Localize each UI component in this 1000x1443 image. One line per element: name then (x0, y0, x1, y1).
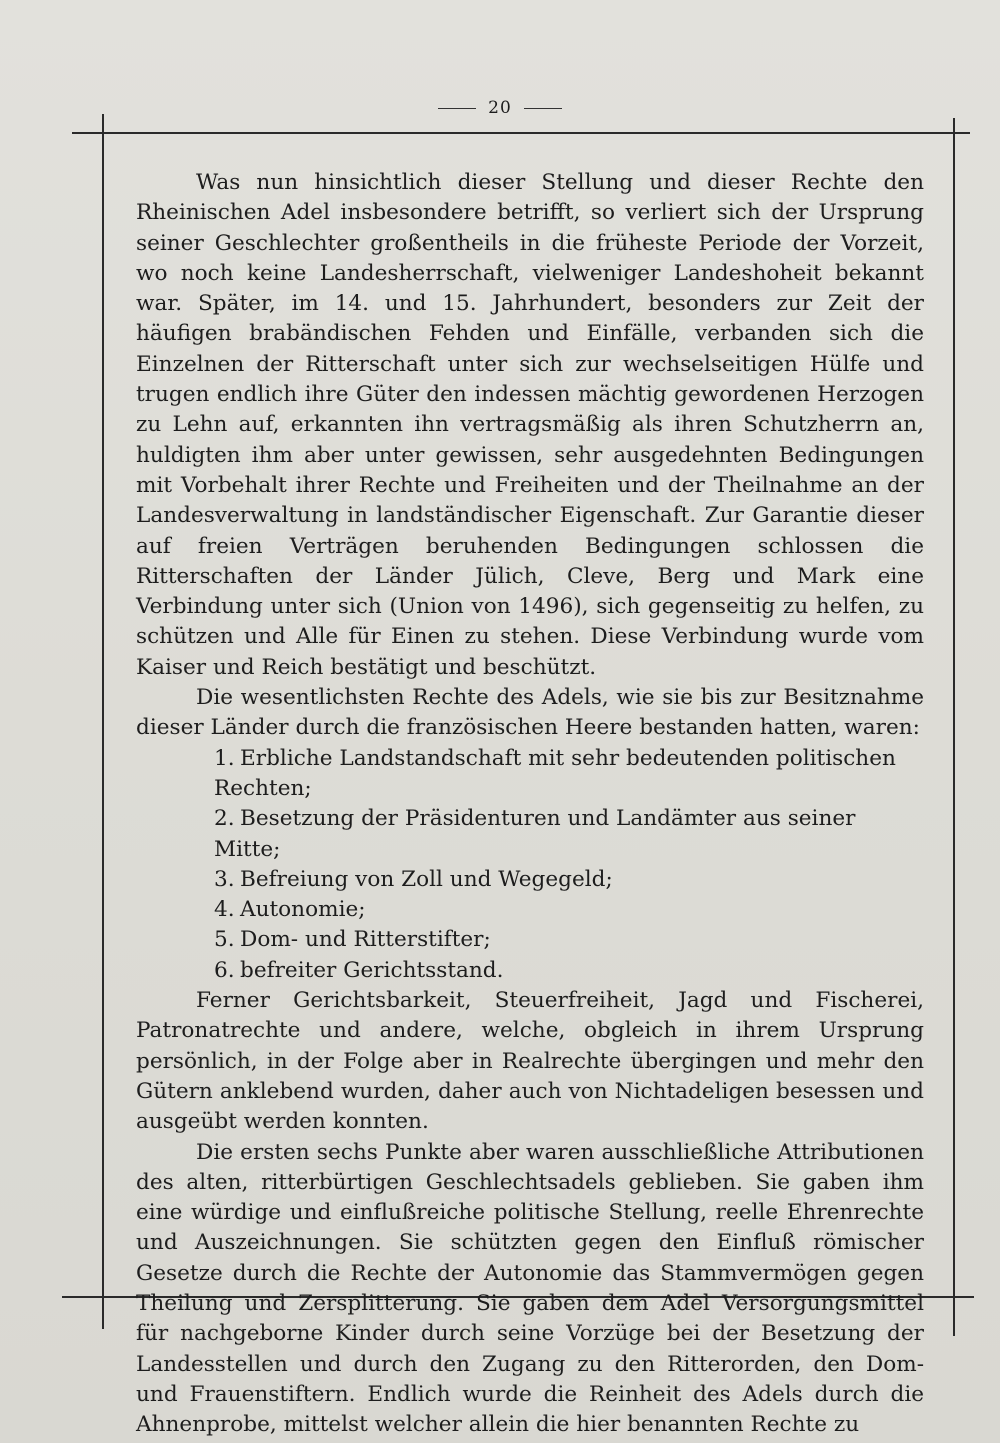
list-item (136, 925, 924, 955)
frame-rule-left (102, 114, 104, 1329)
paragraph: Ferner Gerichtsbarkeit, Steuerfreiheit, Jagd und Fischerei, Patronatrechte und andere, welche, obgleich in ihrem Ursprung persönlich, in der Folge aber in Realrechte übergingen und mehr den Gütern anklebend wurden, daher auch von Nichtadeligen besessen und ausgeübt werden konnten. (136, 988, 924, 1135)
list-number: 1. (214, 745, 235, 771)
list-text: Besetzung der Präsidenturen und Landämter aus seiner Mitte; (214, 806, 856, 862)
list-text: Dom- und Ritterstifter; (240, 927, 491, 953)
list-text: Befreiung von Zoll und Wegegeld; (240, 866, 613, 892)
list-number: 3. (214, 866, 235, 892)
list-number: 4. (214, 897, 235, 923)
list-text: Erbliche Landstandschaft mit sehr bedeutenden politischen Rechten; (214, 745, 896, 801)
list-number: 6. (214, 957, 235, 983)
paragraph: Was nun hinsichtlich dieser Stellung und dieser Rechte den Rheinischen Adel insbesondere betrifft, so verliert sich der Ursprung seiner Geschlechter großentheils in die früheste Periode der Vorzeit, wo noch keine Landesherrschaft, vielweniger Landeshoheit bekannt war. Später, im 14. und 15. Jahrhundert, besonders zur Zeit der häufigen brabändischen Fehden und Einfälle, verbanden sich die Einzelnen der Ritterschaft unter sich zur wechselseitigen Hülfe und trugen endlich ihre Güter den indessen mächtig gewordenen Herzogen zu Lehn auf, erkannten ihn vertragsmäßig als ihren Schutzherrn an, huldigten ihm aber unter gewissen, sehr ausgedehnten Bedingungen mit Vorbehalt ihrer Rechte und Freiheiten und der Theilnahme an der Landesverwaltung in landständischer Eigenschaft. Zur Garantie dieser auf freien Verträgen beruhenden Bedingungen schlossen die Ritterschaften der Länder Jülich, Cleve, Berg und Mark eine Verbindung unter sich (Union von 1496), sich gegenseitig zu helfen, zu schützen und Alle für Einen zu stehen. Diese Verbindung wurde vom Kaiser und Reich bestätigt und beschützt. (136, 170, 924, 680)
list-text: Autonomie; (240, 897, 366, 923)
list-item (136, 895, 924, 925)
rights-list (136, 744, 924, 986)
list-number: 2. (214, 806, 235, 832)
list-text: befreiter Gerichtsstand. (240, 957, 504, 983)
page-number-dash-left (438, 108, 476, 109)
paragraph: Die ersten sechs Punkte aber waren ausschließliche Attributionen des alten, ritterbürtigen Geschlechtsadels geblieben. Sie gaben ihm eine würdige und einflußreiche politische Stellung, reelle Ehrenrechte und Auszeichnungen. Sie schützten gegen den Einfluß römischer Gesetze durch die Rechte der Autonomie das Stammvermögen gegen Theilung und Zersplitterung. Sie gaben dem Adel Versorgungsmittel für nachgeborne Kinder durch seine Vorzüge bei der Besetzung der Landesstellen und durch den Zugang zu den Ritterorden, den Dom- und Frauenstiftern. Endlich wurde die Reinheit des Adels durch die Ahnenprobe, mittelst welcher allein die hier benannten Rechte zu (136, 1139, 924, 1438)
list-item (136, 804, 924, 865)
paragraph: Die wesentlichsten Rechte des Adels, wie sie bis zur Besitznahme dieser Länder durch die französischen Heere bestanden hatten, waren: (136, 685, 924, 741)
list-item (136, 956, 924, 986)
list-item (136, 865, 924, 895)
list-number: 5. (214, 927, 235, 953)
body-text (136, 168, 924, 1440)
page-number (0, 98, 1000, 118)
frame-rule-right (953, 118, 955, 1336)
frame-rule-top (72, 132, 970, 134)
list-item (136, 744, 924, 805)
page-number-dash-right (524, 108, 562, 109)
page-number-text: 20 (488, 98, 512, 118)
